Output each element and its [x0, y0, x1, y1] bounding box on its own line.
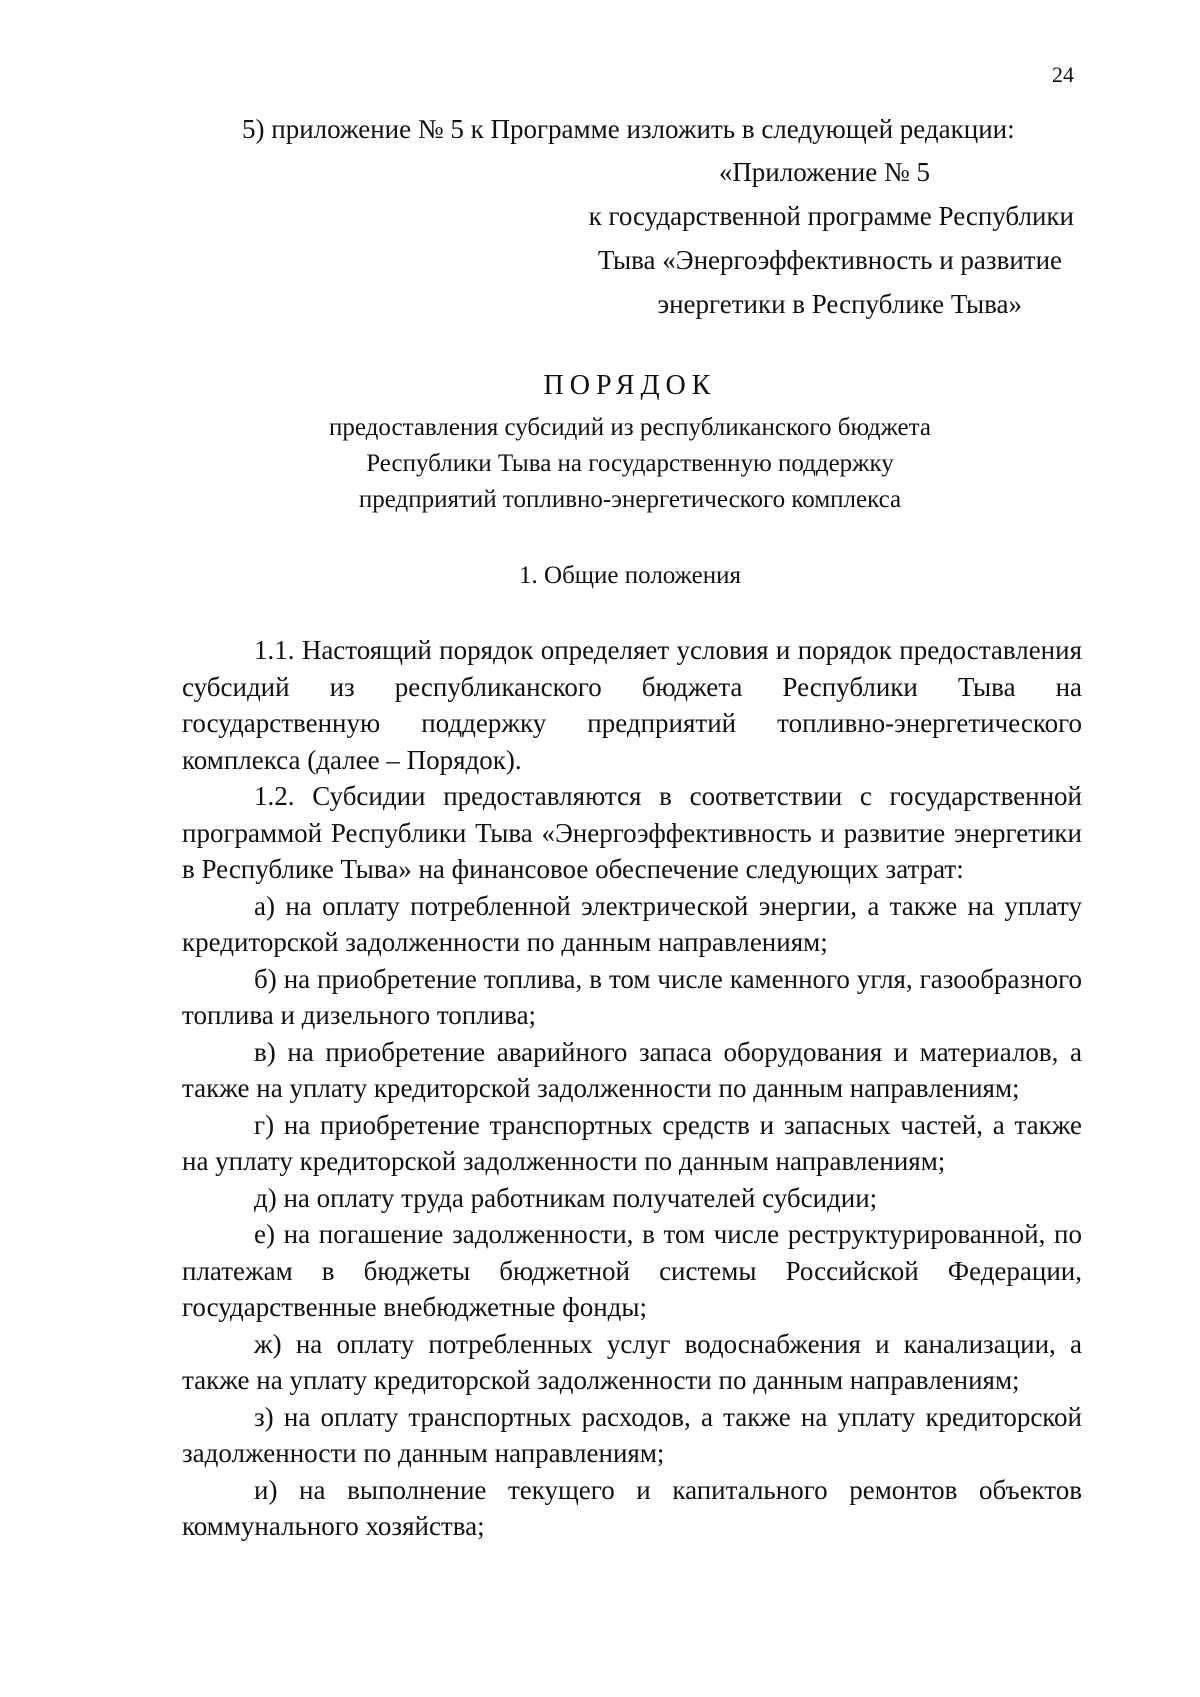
amendment-intro: 5) приложение № 5 к Программе изложить в следующей редакции: [242, 114, 1015, 144]
list-item-e: е) на погашение задолженности, в том числе реструктурированной, по платежам в бюджеты бюджетной системы Российской Федерации, государственные внебюджетные фонды; [182, 1219, 1082, 1322]
subtitle-line: Республики Тыва на государственную поддержку [366, 450, 894, 477]
paragraph-1-2: 1.2. Субсидии предоставляются в соответствии с государственной программой Республики Тыва «Энергоэффективность и развитие энергетики в Республике Тыва» на финансовое обеспечение следующих затрат: [182, 781, 1082, 884]
paragraph-1-1: 1.1. Настоящий порядок определяет условия и порядок предоставления субсидий из республиканского бюджета Республики Тыва на государственную поддержку предприятий топливно-энергетического комплекса (далее – Порядок). [182, 635, 1082, 775]
list-item-d: д) на оплату труда работникам получателей субсидии; [254, 1182, 878, 1213]
appendix-line: энергетики в Республике Тыва» [657, 289, 1022, 319]
document-subtitle [0, 410, 1200, 518]
appendix-line: «Приложение № 5 [718, 157, 930, 187]
list-item-g: г) на приобретение транспортных средств и запасных частей, а также на уплату кредиторской задолженности по данным направлениям; [182, 1109, 1082, 1176]
body-text [182, 632, 1082, 1545]
list-item-b: б) на приобретение топлива, в том числе каменного угля, газообразного топлива и дизельного топлива; [182, 963, 1082, 1030]
list-item-a: а) на оплату потребленной электрической энергии, а также на уплату кредиторской задолженности по данным направлениям; [182, 890, 1082, 957]
list-item-z: з) на оплату транспортных расходов, а также на уплату кредиторской задолженности по данным направлениям; [182, 1401, 1082, 1468]
list-item-zh: ж) на оплату потребленных услуг водоснабжения и канализации, а также на уплату кредиторской задолженности по данным направлениям; [182, 1328, 1082, 1395]
appendix-header [589, 150, 1074, 326]
list-item-v: в) на приобретение аварийного запаса оборудования и материалов, а также на уплату кредиторской задолженности по данным направлениям; [182, 1036, 1082, 1103]
list-item-i: и) на выполнение текущего и капитального ремонтов объектов коммунального хозяйства; [182, 1474, 1082, 1541]
appendix-line: к государственной программе Республики [588, 201, 1074, 231]
appendix-line: Тыва «Энергоэффективность и развитие [597, 245, 1062, 275]
subtitle-line: предприятий топливно-энергетического комплекса [358, 486, 902, 513]
page-number: 24 [1052, 62, 1074, 87]
section-heading: 1. Общие положения [519, 562, 741, 589]
subtitle-line: предоставления субсидий из республиканского бюджета [329, 414, 931, 441]
document-title: ПОРЯДОК [543, 370, 717, 401]
